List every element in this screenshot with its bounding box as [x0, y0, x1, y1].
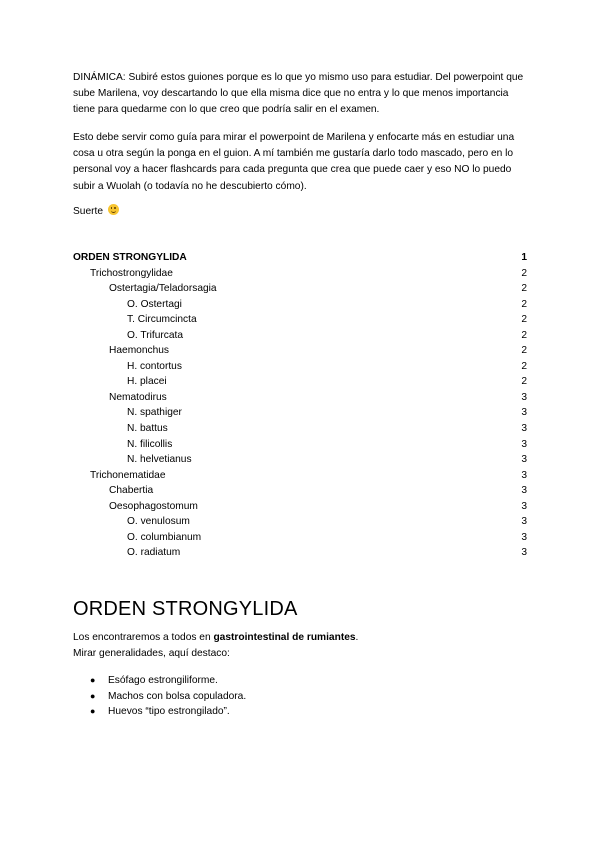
toc-entry[interactable]: [73, 390, 527, 406]
toc-entry[interactable]: [73, 297, 527, 313]
toc-entry-label: Ostertagia/Teladorsagia: [109, 283, 217, 295]
toc-entry-page: 1: [521, 252, 527, 263]
toc-entry-label: Trichonematidae: [90, 469, 166, 481]
toc-entry-page: 2: [521, 298, 527, 310]
toc-entry-label: Haemonchus: [109, 345, 170, 357]
section-note-line: Mirar generalidades, aquí destaco:: [73, 647, 230, 659]
toc-entry[interactable]: [73, 437, 527, 453]
toc-entry-label: Oesophagostomum: [109, 500, 198, 512]
toc-entry[interactable]: [73, 514, 527, 530]
toc-entry-label: Trichostrongylidae: [90, 267, 173, 279]
toc-entry-label: O. radiatum: [127, 547, 181, 559]
toc-entry-label: O. venulosum: [127, 516, 190, 528]
toc-entry-page: 3: [521, 485, 527, 497]
toc-entry-label: N. battus: [127, 423, 168, 435]
toc-entry[interactable]: [73, 499, 527, 515]
section-intro-line: [73, 630, 527, 646]
toc-entry-page: 3: [521, 531, 527, 543]
feature-bullet-list: [73, 673, 527, 720]
toc-entry-page: 2: [521, 314, 527, 326]
toc-entry-label: N. filicollis: [127, 438, 173, 450]
toc-entry[interactable]: [73, 452, 527, 468]
toc-entry-label: N. helvetianus: [127, 454, 192, 466]
smiling-face-icon: [108, 204, 119, 215]
toc-entry[interactable]: [73, 545, 527, 561]
toc-entry-label: N. spathiger: [127, 407, 182, 419]
intro-paragraph-suerte: [73, 204, 527, 220]
toc-entry-label: O. Ostertagi: [127, 298, 182, 310]
toc-entry-page: 2: [521, 329, 527, 341]
intro-line-period: .: [355, 632, 359, 643]
toc-entry[interactable]: [73, 468, 527, 484]
intro-paragraph-guide: Esto debe servir como guía para mirar el powerpoint de Marilena y enfocarte más en estudiar una cosa u otra según la ponga en el guion. A mí también me gustaría darlo todo mascado, pero en lo personal voy a hacer flashcards para cada pregunta que crea que puede caer y eso NO lo puedo subir a Wuolah (o todavía no he descubierto cómo).: [73, 132, 515, 192]
toc-entry-page: 3: [521, 469, 527, 481]
toc-entry-page: 3: [521, 423, 527, 435]
list-item: [73, 673, 527, 689]
toc-entry[interactable]: [73, 343, 527, 359]
suerte-text: Suerte: [73, 206, 104, 217]
toc-entry[interactable]: [73, 266, 527, 282]
toc-entry-page: 3: [521, 516, 527, 528]
toc-entry-label: H. contortus: [127, 360, 182, 372]
toc-entry-label: Nematodirus: [109, 391, 167, 403]
toc-entry-label: T. Circumcincta: [127, 314, 197, 326]
toc-entry-label: O. Trifurcata: [127, 329, 184, 341]
toc-entry-page: 3: [521, 438, 527, 450]
toc-entry[interactable]: [73, 281, 527, 297]
toc-entry-page: 2: [521, 267, 527, 279]
toc-entry-page: 3: [521, 391, 527, 403]
toc-entry-label: ORDEN STRONGYLIDA: [73, 252, 187, 263]
toc-entry[interactable]: [73, 405, 527, 421]
bullet-dot-icon: ●: [90, 675, 96, 685]
list-item-text: Machos con bolsa copuladora.: [108, 690, 247, 702]
list-item-text: Huevos “tipo estrongilado”.: [108, 706, 230, 717]
toc-entry-label: O. columbianum: [127, 531, 202, 543]
bullet-dot-icon: ●: [90, 690, 96, 701]
toc-entry-page: 3: [521, 407, 527, 419]
toc-entry[interactable]: [73, 250, 527, 266]
list-item-text: Esófago estrongiliforme.: [108, 675, 218, 686]
toc-entry-label: H. placei: [127, 376, 167, 388]
toc-entry[interactable]: [73, 374, 527, 390]
intro-paragraph-dinamica: DINÁMICA: Subiré estos guiones porque es lo que yo mismo uso para estudiar. Del powerpoint que sube Marilena, voy descartando lo que ella misma dice que no entra y lo que menos importancia tiene para quedarme con lo que creo que podría salir en el examen.: [73, 72, 524, 116]
toc-entry-page: 2: [521, 376, 527, 388]
toc-entry[interactable]: [73, 328, 527, 344]
toc-entry-page: 3: [521, 454, 527, 466]
toc-entry[interactable]: [73, 359, 527, 375]
intro-line-text: Los encontraremos a todos en: [73, 632, 214, 643]
toc-entry[interactable]: [73, 483, 527, 499]
toc-entry[interactable]: [73, 530, 527, 546]
section-body: [73, 630, 527, 661]
toc-entry-page: 2: [521, 345, 527, 357]
toc-entry-page: 3: [521, 547, 527, 559]
intro-line-bold: gastrointestinal de rumiantes: [213, 632, 356, 643]
bullet-dot-icon: ●: [90, 706, 96, 716]
list-item: [73, 689, 527, 705]
list-item: [73, 704, 527, 720]
toc-entry[interactable]: [73, 312, 527, 328]
toc-entry-page: 2: [521, 360, 527, 372]
toc-entry-page: 3: [521, 500, 527, 512]
toc-entry-label: Chabertia: [109, 485, 154, 497]
toc-entry[interactable]: [73, 421, 527, 437]
section-heading: ORDEN STRONGYLIDA: [73, 598, 298, 620]
table-of-contents: [73, 250, 527, 561]
toc-entry-page: 2: [521, 283, 527, 295]
